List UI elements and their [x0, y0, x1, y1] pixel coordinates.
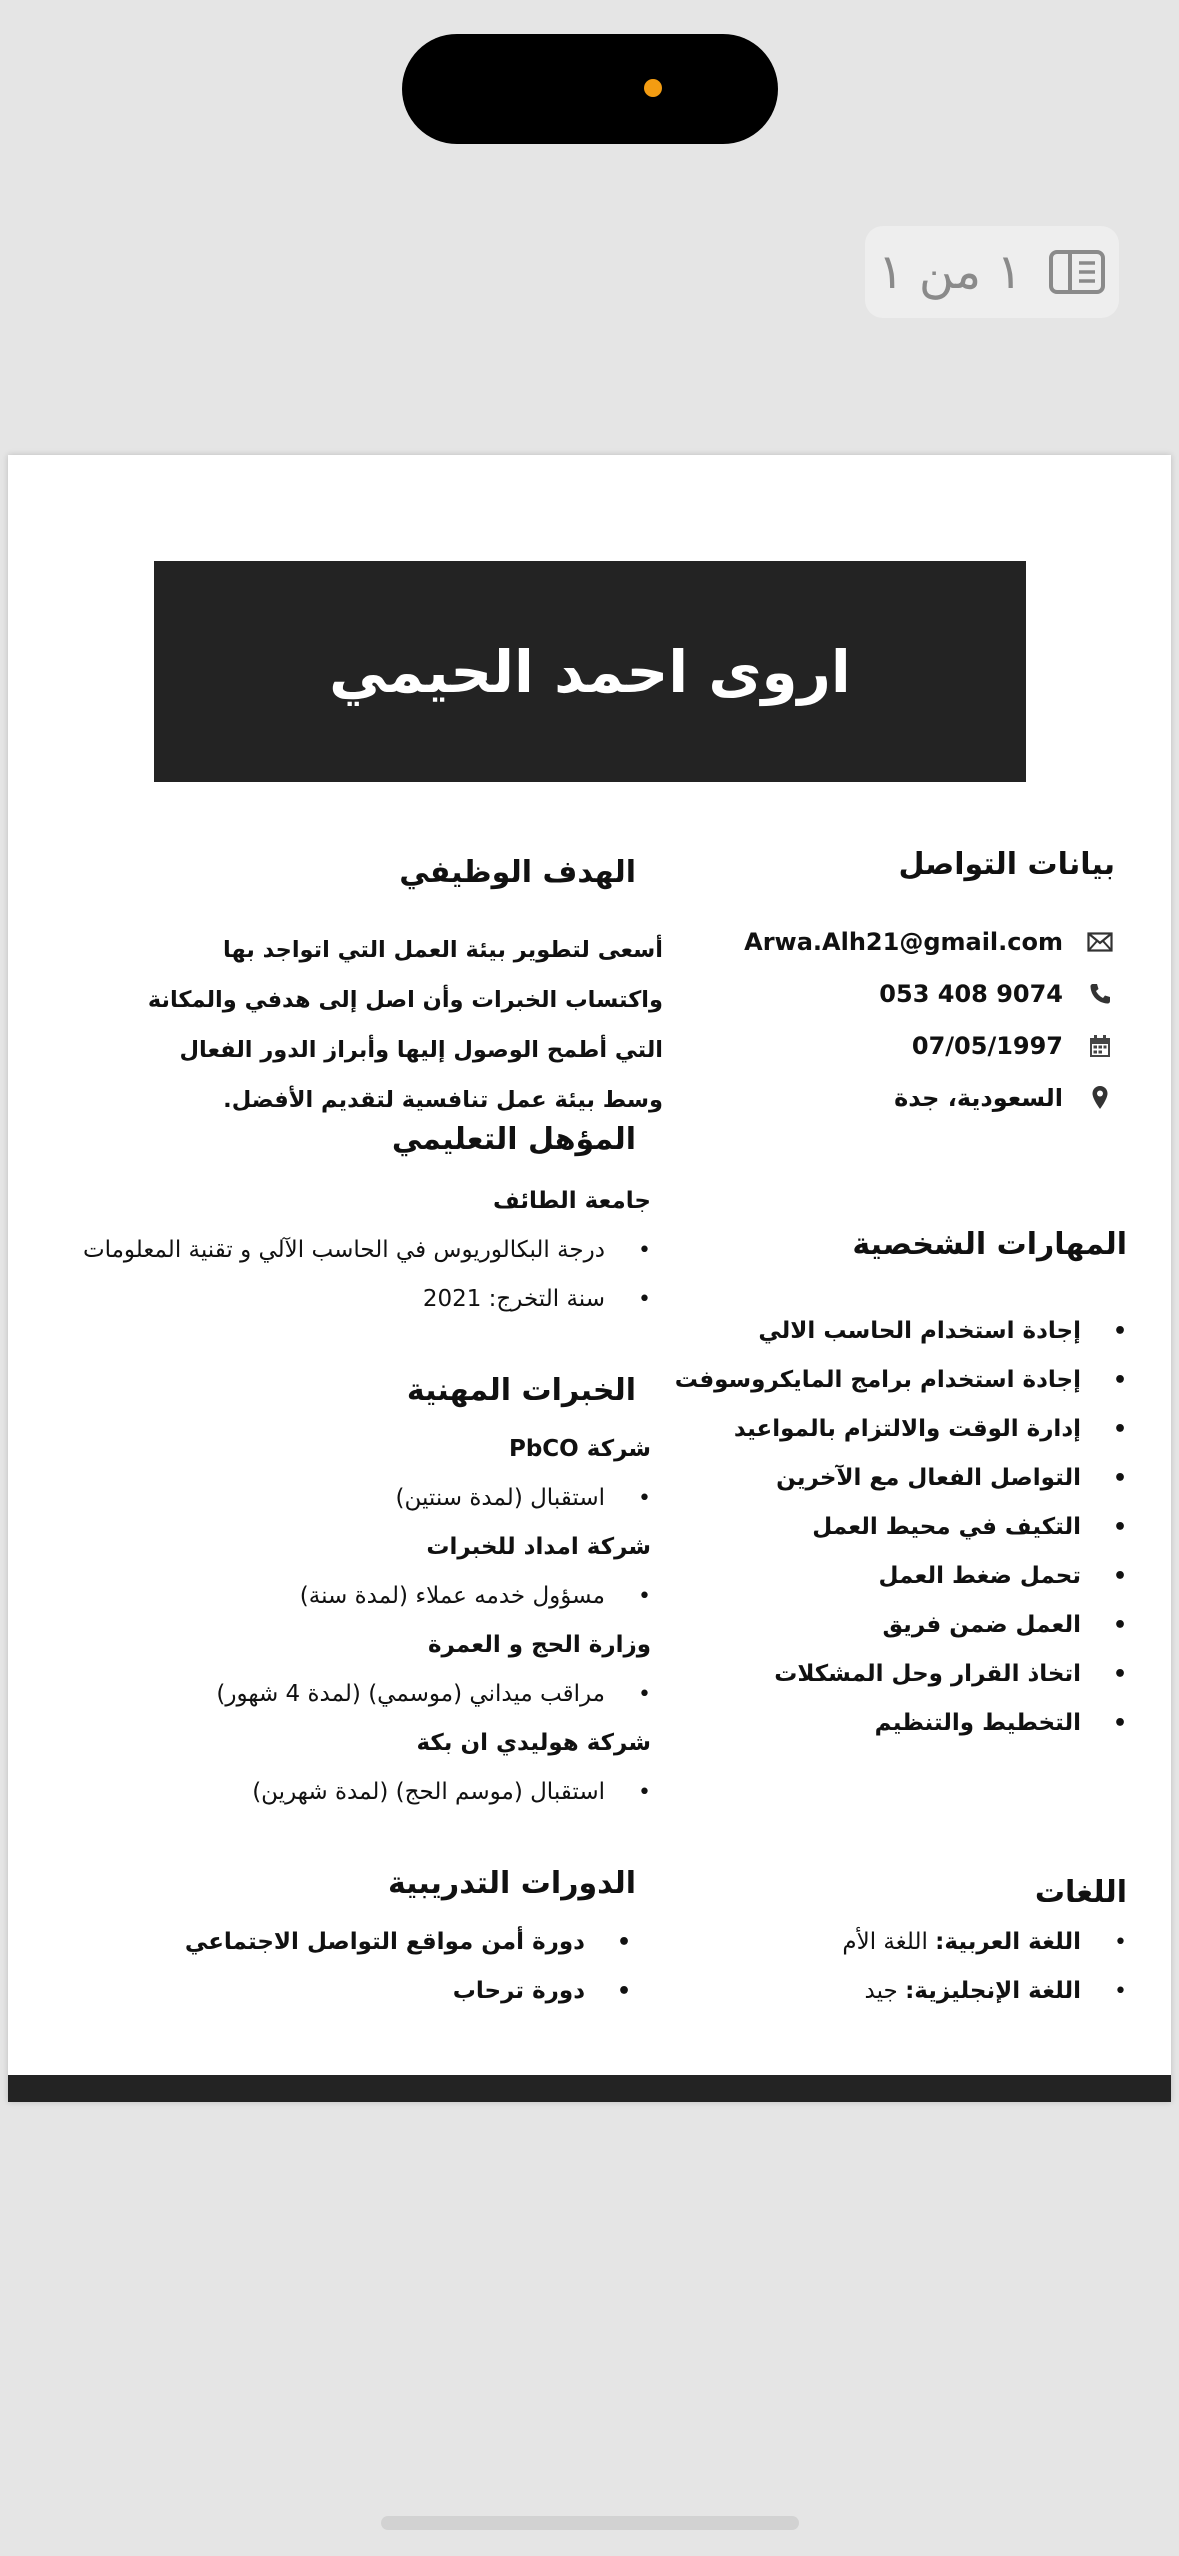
- home-indicator[interactable]: [381, 2516, 799, 2530]
- education-list: [83, 1226, 651, 1324]
- skills-title: المهارات الشخصية: [852, 1227, 1127, 1262]
- language-item: [842, 1918, 1127, 1967]
- location-pin-icon: [1085, 1083, 1115, 1113]
- experience-role: • مراقب ميداني (موسمي) (لمدة 4 شهور): [216, 1670, 651, 1719]
- experience-role: • استقبال (موسم الحج) (لمدة شهرين): [216, 1768, 651, 1817]
- contact-email[interactable]: Arwa.Alh21@gmail.com: [744, 928, 1063, 956]
- course-item: • دورة ترحاب: [185, 1967, 631, 2016]
- resume-name: اروى احمد الحيمي: [329, 637, 851, 706]
- language-item: [842, 1967, 1127, 2016]
- education-item: • درجة البكالوريوس في الحاسب الآلي و تقنية المعلومات: [83, 1226, 651, 1275]
- skill-item: • التكيف في محيط العمل: [675, 1503, 1127, 1552]
- experience-company: شركة امداد للخبرات: [426, 1534, 651, 1560]
- experience-role: • مسؤول خدمه عملاء (لمدة سنة): [216, 1572, 651, 1621]
- languages-list: [842, 1918, 1127, 2016]
- education-item: • سنة التخرج: 2021: [83, 1275, 651, 1324]
- calendar-icon: [1085, 1031, 1115, 1061]
- skill-item: • التخطيط والتنظيم: [675, 1699, 1127, 1748]
- document-footer-bar: [8, 2075, 1171, 2102]
- experience-company: شركة هوليدي ان بكة: [416, 1730, 651, 1756]
- camera-indicator-dot: [644, 79, 662, 97]
- education-block: [83, 1177, 651, 1324]
- skill-item: • التواصل الفعال مع الآخرين: [675, 1454, 1127, 1503]
- language-name: اللغة العربية:: [935, 1929, 1081, 1955]
- contact-birthdate: 07/05/1997: [911, 1032, 1063, 1060]
- experience-company: وزارة الحج و العمرة: [427, 1632, 651, 1658]
- skills-list: [675, 1307, 1127, 1748]
- page-indicator-text: ١ من ١: [877, 244, 1023, 300]
- university-name: جامعة الطائف: [493, 1188, 651, 1214]
- contact-birthdate-row: [695, 1026, 1115, 1066]
- contact-location-row: [695, 1078, 1115, 1118]
- experience-block: [216, 1425, 651, 1817]
- contact-title: بيانات التواصل: [898, 847, 1115, 882]
- resume-document: [8, 455, 1171, 2102]
- education-title: المؤهل التعليمي: [391, 1122, 636, 1157]
- contact-email-row: [695, 922, 1115, 962]
- skill-item: • إجادة استخدام الحاسب الالي: [675, 1307, 1127, 1356]
- language-level: جيد: [864, 1978, 898, 2004]
- envelope-icon: [1085, 927, 1115, 957]
- courses-title: الدورات التدريبية: [387, 1866, 636, 1901]
- experience-company: شركة PbCO: [508, 1436, 651, 1462]
- skill-item: • اتخاذ القرار وحل المشكلات: [675, 1650, 1127, 1699]
- contact-location: السعودية، جدة: [894, 1084, 1063, 1112]
- skill-item: • العمل ضمن فريق: [675, 1601, 1127, 1650]
- skill-item: • إدارة الوقت والالتزام بالمواعيد: [675, 1405, 1127, 1454]
- reader-icon: [1048, 249, 1106, 295]
- contact-phone[interactable]: 053 408 9074: [879, 980, 1063, 1008]
- objective-text: أسعى لتطوير بيئة العمل التي اتواجد بها واكتساب الخبرات وأن اصل إلى هدفي والمكانة التي أطمح الوصول إليها وأبراز الدور الفعال وسط بيئة عمل تنافسية لتقديم الأفضل.: [147, 937, 663, 1113]
- name-banner: [154, 561, 1026, 782]
- objective-title: الهدف الوظيفي: [399, 855, 636, 890]
- courses-list: [185, 1918, 631, 2016]
- dynamic-island: [402, 34, 778, 144]
- language-level: اللغة الأم: [842, 1929, 928, 1955]
- phone-icon: [1085, 979, 1115, 1009]
- page-indicator[interactable]: [865, 226, 1119, 318]
- skill-item: • إجادة استخدام برامج المايكروسوفت: [675, 1356, 1127, 1405]
- experience-title: الخبرات المهنية: [406, 1373, 636, 1408]
- language-name: اللغة الإنجليزية:: [905, 1978, 1081, 2004]
- experience-role: • استقبال (لمدة سنتين): [216, 1474, 651, 1523]
- languages-title: اللغات: [1034, 1875, 1127, 1910]
- course-item: • دورة أمن مواقع التواصل الاجتماعي: [185, 1918, 631, 1967]
- contact-phone-row: [695, 974, 1115, 1014]
- skill-item: • تحمل ضغط العمل: [675, 1552, 1127, 1601]
